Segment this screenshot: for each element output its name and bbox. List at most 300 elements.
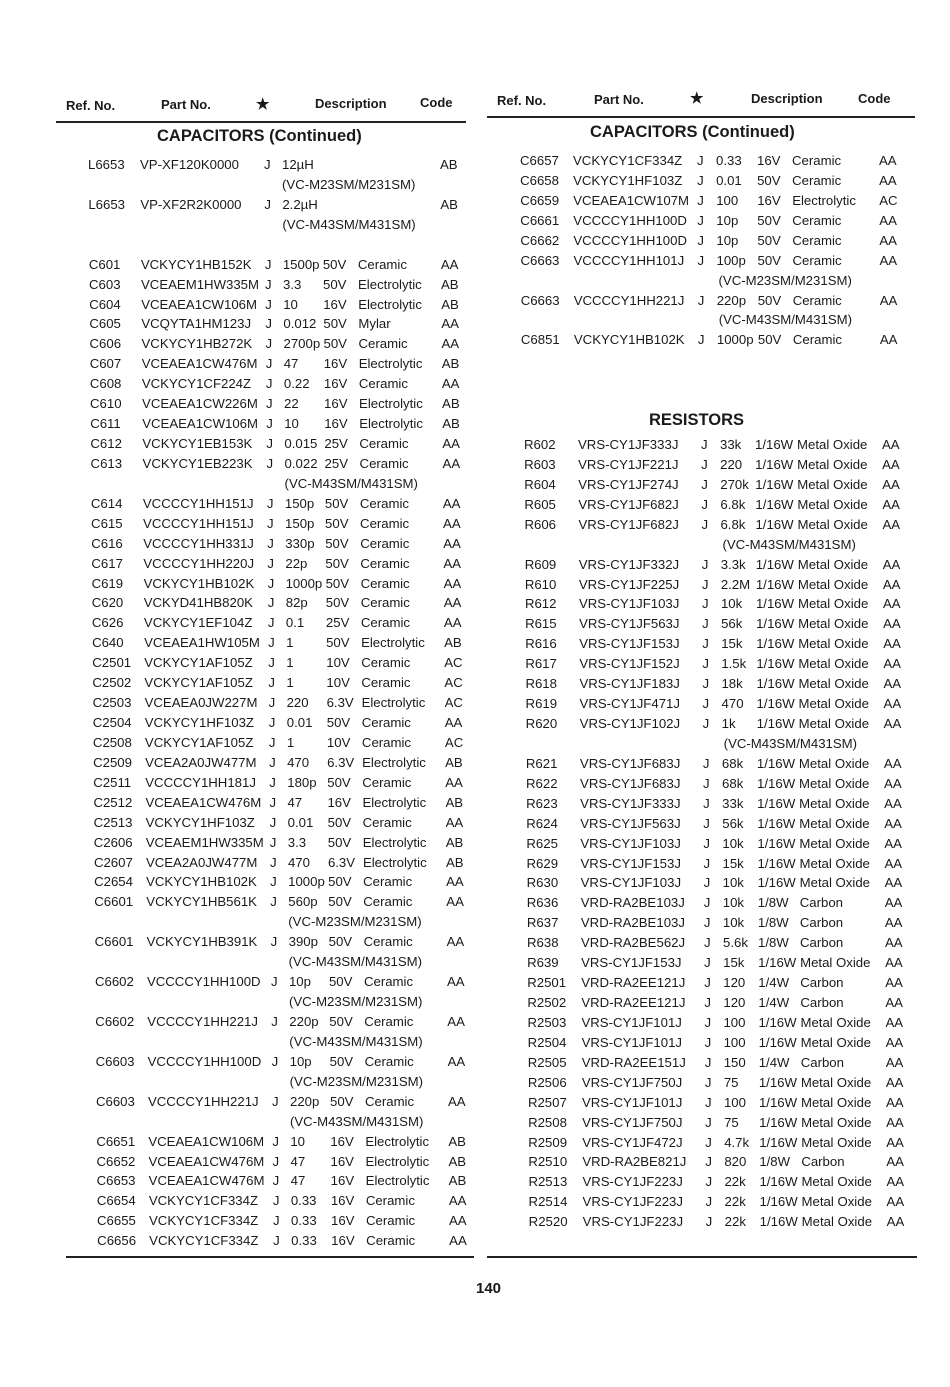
code: AA bbox=[884, 875, 903, 891]
rating: 6.3V bbox=[327, 754, 355, 770]
marker-j: J bbox=[267, 515, 274, 531]
code: AA bbox=[884, 795, 902, 811]
code: AA bbox=[443, 575, 462, 591]
type: Metal Oxide bbox=[798, 636, 869, 652]
part-no: VCCCCY1HH100D bbox=[146, 974, 261, 990]
rating: 50V bbox=[757, 252, 781, 268]
ref-no: C6655 bbox=[97, 1213, 136, 1229]
rating: 1/16W bbox=[757, 815, 796, 831]
rating: 50V bbox=[323, 336, 347, 352]
code: AA bbox=[446, 894, 464, 910]
marker-j: J bbox=[704, 955, 711, 971]
type: Ceramic bbox=[792, 292, 842, 308]
value: 1.5k bbox=[721, 656, 747, 672]
part-no: VRS-CY1JF750J bbox=[581, 1074, 683, 1090]
rating: 1/8W bbox=[759, 1154, 791, 1170]
rating: 1/8W bbox=[757, 915, 789, 931]
ref-no: C6663 bbox=[520, 252, 560, 268]
type: Electrolytic bbox=[359, 396, 423, 412]
type: Ceramic bbox=[366, 1213, 416, 1229]
part-no: VCKYCY1HB102K bbox=[573, 332, 685, 348]
value: 10p bbox=[716, 212, 739, 228]
type: Metal Oxide bbox=[801, 1194, 872, 1210]
part-no: VCCCCY1HH221J bbox=[573, 292, 685, 308]
table-row bbox=[0, 376, 950, 396]
type: Carbon bbox=[799, 895, 844, 911]
rating: 16V bbox=[330, 1193, 355, 1209]
ref-no: R629 bbox=[526, 855, 559, 871]
marker-j: J bbox=[270, 894, 277, 910]
star-icon: ★ bbox=[256, 96, 270, 113]
type: Electrolytic bbox=[361, 635, 425, 651]
part-no: VCKYCY1AF105Z bbox=[144, 734, 254, 750]
part-no: VCKYCY1HB272K bbox=[141, 336, 253, 352]
type: Ceramic bbox=[364, 1053, 414, 1069]
type: Mylar bbox=[358, 316, 391, 332]
ref-no: R2513 bbox=[528, 1174, 568, 1190]
value: 150p bbox=[284, 495, 315, 511]
ref-no: R638 bbox=[527, 935, 559, 951]
code: AB bbox=[442, 396, 460, 412]
table-row bbox=[0, 1075, 950, 1095]
marker-j: J bbox=[269, 774, 276, 790]
part-no: VRS-CY1JF333J bbox=[578, 437, 679, 452]
ref-no: C619 bbox=[91, 575, 124, 591]
marker-j: J bbox=[272, 1173, 280, 1189]
type: Metal Oxide bbox=[799, 855, 870, 871]
value: 3.3 bbox=[283, 276, 302, 292]
col-header-ref: Ref. No. bbox=[66, 98, 116, 113]
rating: 6.3V bbox=[327, 854, 356, 870]
footer-rule-right bbox=[487, 1256, 917, 1258]
part-no: VCEAEA1CW107M bbox=[573, 192, 689, 208]
value: 100 bbox=[723, 1014, 746, 1030]
marker-j: J bbox=[704, 935, 711, 951]
type: Metal Oxide bbox=[799, 775, 870, 791]
rating: 50V bbox=[324, 495, 349, 511]
part-no: VRS-CY1JF274J bbox=[578, 476, 679, 492]
part-no: VRS-CY1JF750J bbox=[582, 1114, 683, 1130]
type: Carbon bbox=[800, 975, 844, 991]
table-row bbox=[0, 656, 950, 676]
marker-j: J bbox=[701, 596, 709, 612]
type: Metal Oxide bbox=[799, 875, 870, 891]
marker-j: J bbox=[267, 535, 274, 551]
value: 68k bbox=[721, 755, 744, 771]
table-row bbox=[0, 856, 950, 876]
rating: 25V bbox=[324, 455, 349, 471]
table-row bbox=[0, 796, 950, 816]
value: 120 bbox=[723, 975, 746, 991]
rating: 1/4W bbox=[758, 975, 790, 991]
rating: 1/16W bbox=[759, 1114, 798, 1130]
code: AA bbox=[442, 455, 461, 471]
value: 0.022 bbox=[284, 455, 318, 471]
ref-no: R616 bbox=[525, 636, 557, 652]
value: 10p bbox=[288, 974, 311, 990]
star-icon: ★ bbox=[690, 90, 704, 107]
table-row bbox=[0, 756, 950, 776]
table-row bbox=[0, 1115, 950, 1135]
value: 270k bbox=[720, 476, 749, 492]
rating: 50V bbox=[328, 974, 353, 990]
value: 22k bbox=[724, 1194, 746, 1210]
value: 0.01 bbox=[286, 715, 313, 731]
type: Ceramic bbox=[792, 212, 842, 228]
type: Ceramic bbox=[362, 814, 412, 830]
marker-j: J bbox=[701, 476, 708, 492]
part-no: VCEAEA1CW106M bbox=[142, 416, 258, 432]
code: AA bbox=[883, 716, 902, 732]
type: Metal Oxide bbox=[800, 955, 871, 971]
code: AA bbox=[882, 576, 901, 592]
ref-no: L6653 bbox=[88, 196, 125, 212]
part-no: VRS-CY1JF153J bbox=[581, 955, 682, 971]
ref-no: R2503 bbox=[527, 1014, 567, 1030]
ref-no: C607 bbox=[89, 356, 122, 372]
marker-j: J bbox=[702, 696, 710, 712]
rating: 1/16W bbox=[755, 456, 794, 472]
ref-no: C2504 bbox=[92, 715, 132, 731]
model-note: (VC-M43SM/M431SM) bbox=[284, 475, 418, 491]
value: 4.7k bbox=[724, 1134, 750, 1150]
code: AA bbox=[882, 456, 900, 472]
marker-j: J bbox=[264, 256, 272, 272]
code: AB bbox=[445, 794, 464, 810]
marker-j: J bbox=[697, 172, 704, 188]
rating: 50V bbox=[327, 834, 352, 850]
marker-j: J bbox=[704, 1054, 712, 1070]
marker-j: J bbox=[702, 616, 709, 632]
value: 10k bbox=[722, 895, 745, 911]
type: Ceramic bbox=[363, 874, 413, 890]
marker-j: J bbox=[705, 1154, 712, 1170]
value: 100 bbox=[723, 1094, 746, 1110]
ref-no: R602 bbox=[524, 437, 556, 452]
rating: 50V bbox=[327, 774, 351, 790]
code: AA bbox=[883, 676, 902, 692]
value: 33k bbox=[722, 795, 744, 811]
rating: 25V bbox=[325, 615, 350, 631]
ref-no: C604 bbox=[89, 296, 121, 312]
type: Metal Oxide bbox=[801, 1134, 872, 1150]
part-no: VCCCCY1HH221J bbox=[147, 1093, 259, 1109]
rating: 1/4W bbox=[758, 995, 790, 1011]
table-row bbox=[0, 293, 950, 313]
part-no: VCKYCY1CF334Z bbox=[149, 1233, 259, 1249]
part-no: VCEAEA1CW476M bbox=[148, 1173, 265, 1189]
marker-j: J bbox=[268, 635, 275, 651]
rating: 50V bbox=[325, 575, 350, 591]
table-row bbox=[0, 396, 950, 416]
value: 47 bbox=[290, 1153, 306, 1169]
table-row bbox=[0, 332, 950, 352]
type: Ceramic bbox=[361, 734, 412, 750]
type: Metal Oxide bbox=[799, 815, 870, 831]
type: Metal Oxide bbox=[799, 835, 870, 851]
value: 220 bbox=[286, 695, 309, 711]
marker-j: J bbox=[264, 157, 271, 172]
ref-no: R2501 bbox=[527, 975, 567, 991]
value: 10 bbox=[283, 296, 298, 312]
ref-no: C6603 bbox=[95, 1053, 135, 1069]
part-no: VRS-CY1JF332J bbox=[578, 556, 680, 572]
code: AA bbox=[884, 915, 903, 931]
value: 470 bbox=[287, 854, 310, 870]
col-header-ref: Ref. No. bbox=[497, 93, 547, 108]
table-row bbox=[0, 1135, 950, 1155]
table-row bbox=[0, 995, 950, 1015]
code: AB bbox=[442, 416, 460, 432]
value: 47 bbox=[283, 356, 299, 372]
rating: 10V bbox=[326, 655, 350, 671]
rating: 50V bbox=[322, 256, 347, 272]
ref-no: C612 bbox=[90, 436, 122, 452]
value: 0.33 bbox=[291, 1213, 317, 1229]
type: Carbon bbox=[799, 915, 844, 931]
type: Metal Oxide bbox=[798, 676, 869, 692]
ref-no: R625 bbox=[526, 835, 558, 851]
part-no: VRS-CY1JF153J bbox=[580, 855, 681, 871]
model-note: (VC-M43SM/M431SM) bbox=[718, 312, 853, 328]
type: Carbon bbox=[800, 1054, 844, 1070]
code: AA bbox=[446, 874, 464, 890]
marker-j: J bbox=[265, 376, 273, 392]
type: Electrolytic bbox=[361, 695, 426, 711]
ref-no: C2511 bbox=[93, 774, 132, 790]
value: 220p bbox=[289, 1013, 319, 1029]
ref-no: R2510 bbox=[528, 1154, 568, 1170]
ref-no: C605 bbox=[89, 316, 121, 332]
part-no: VCKYCY1HF103Z bbox=[144, 715, 254, 731]
rating: 1/16W bbox=[755, 437, 794, 452]
part-no: VRS-CY1JF102J bbox=[579, 716, 681, 732]
marker-j: J bbox=[267, 555, 274, 571]
model-note: (VC-M23SM/M231SM) bbox=[289, 1073, 424, 1089]
rating: 1/16W bbox=[756, 755, 796, 771]
marker-j: J bbox=[266, 436, 273, 452]
table-row bbox=[0, 776, 950, 796]
type: Metal Oxide bbox=[800, 1034, 871, 1050]
ref-no: R2502 bbox=[527, 995, 567, 1011]
code: AA bbox=[884, 815, 902, 831]
type: Electrolytic bbox=[358, 296, 422, 312]
code: AA bbox=[441, 376, 460, 392]
part-no: VRS-CY1JF223J bbox=[582, 1174, 683, 1190]
marker-j: J bbox=[697, 292, 705, 308]
code: AA bbox=[882, 496, 900, 512]
code: AA bbox=[442, 495, 461, 511]
ref-no: C601 bbox=[88, 256, 121, 272]
ref-no: R621 bbox=[525, 755, 558, 771]
marker-j: J bbox=[705, 1114, 712, 1130]
table-row bbox=[0, 253, 950, 273]
marker-j: J bbox=[272, 1193, 280, 1209]
table-row bbox=[0, 935, 950, 955]
ref-no: R612 bbox=[524, 596, 557, 612]
ref-no: R2514 bbox=[528, 1194, 568, 1210]
part-no: VRD-RA2BE103J bbox=[580, 895, 685, 911]
type: Metal Oxide bbox=[798, 656, 869, 672]
code: AA bbox=[879, 332, 898, 348]
code: AA bbox=[885, 1074, 904, 1090]
table-row bbox=[0, 1035, 950, 1055]
type: Metal Oxide bbox=[801, 1214, 873, 1230]
type: Metal Oxide bbox=[800, 1074, 872, 1090]
value: 220 bbox=[720, 456, 743, 472]
value: 0.01 bbox=[716, 172, 742, 188]
code: AA bbox=[886, 1174, 905, 1190]
part-no: VRD-RA2EE121J bbox=[581, 995, 686, 1011]
model-note: (VC-M23SM/M231SM) bbox=[288, 994, 423, 1010]
type: Metal Oxide bbox=[797, 496, 868, 512]
model-note: (VC-M43SM/M431SM) bbox=[288, 954, 422, 970]
ref-no: R2509 bbox=[528, 1134, 568, 1150]
part-no: VRS-CY1JF183J bbox=[579, 676, 680, 692]
ref-no: R2504 bbox=[527, 1034, 567, 1050]
rating: 1/16W bbox=[755, 496, 794, 512]
value: 2.2µH bbox=[282, 196, 318, 212]
value: 15k bbox=[723, 955, 745, 971]
code: AC bbox=[444, 675, 463, 691]
marker-j: J bbox=[701, 437, 708, 452]
marker-j: J bbox=[271, 1013, 278, 1029]
rating: 1/16W bbox=[758, 1014, 797, 1030]
ref-no: C6654 bbox=[96, 1193, 136, 1209]
code: AA bbox=[886, 1114, 904, 1130]
code: AB bbox=[448, 1173, 467, 1189]
marker-j: J bbox=[270, 974, 278, 990]
rating: 50V bbox=[328, 874, 352, 890]
part-no: VCCCCY1HH101J bbox=[573, 252, 685, 268]
table-row bbox=[0, 153, 950, 173]
value: 12µH bbox=[282, 157, 314, 172]
ref-no: R615 bbox=[525, 616, 557, 632]
part-no: VCCCCY1HH221J bbox=[147, 1013, 258, 1029]
marker-j: J bbox=[272, 1153, 280, 1169]
rating: 1/16W bbox=[757, 775, 796, 791]
rating: 16V bbox=[323, 296, 347, 312]
type: Ceramic bbox=[366, 1233, 416, 1249]
marker-j: J bbox=[266, 396, 273, 412]
marker-j: J bbox=[268, 734, 276, 750]
table-row bbox=[0, 836, 950, 856]
value: 1 bbox=[286, 675, 294, 691]
value: 33k bbox=[720, 437, 742, 452]
col-header-description: Description bbox=[751, 91, 823, 106]
code: AA bbox=[879, 212, 897, 228]
rating: 1/8W bbox=[757, 895, 789, 911]
part-no: VRS-CY1JF225J bbox=[578, 576, 680, 592]
part-no: VP-XF120K0000 bbox=[140, 157, 239, 172]
marker-j: J bbox=[701, 576, 709, 592]
part-no: VRS-CY1JF103J bbox=[578, 596, 680, 612]
model-note: (VC-M23SM/M231SM) bbox=[282, 176, 416, 192]
part-no: VCEAEA1CW106M bbox=[148, 1133, 265, 1149]
type: Ceramic bbox=[361, 675, 411, 691]
value: 10p bbox=[716, 232, 739, 248]
ref-no: C608 bbox=[89, 376, 122, 392]
type: Ceramic bbox=[792, 252, 842, 268]
rating: 50V bbox=[329, 1093, 354, 1109]
type: Metal Oxide bbox=[797, 596, 869, 612]
rating: 50V bbox=[757, 232, 781, 248]
type: Ceramic bbox=[360, 615, 410, 631]
table-row bbox=[0, 416, 950, 436]
marker-j: J bbox=[267, 575, 275, 591]
ref-no: C6653 bbox=[96, 1173, 136, 1189]
ref-no: C640 bbox=[92, 635, 124, 651]
rating: 1/16W bbox=[757, 835, 796, 851]
ref-no: C6651 bbox=[96, 1133, 136, 1149]
marker-j: J bbox=[265, 296, 272, 312]
type: Carbon bbox=[800, 995, 844, 1011]
ref-no: C2654 bbox=[94, 874, 133, 890]
ref-no: R618 bbox=[525, 676, 557, 692]
part-no: VRS-CY1JF101J bbox=[581, 1014, 682, 1030]
table-row bbox=[0, 1015, 950, 1035]
type: Electrolytic bbox=[365, 1173, 430, 1189]
rating: 50V bbox=[328, 934, 353, 950]
marker-j: J bbox=[705, 1214, 713, 1230]
type: Ceramic bbox=[360, 535, 410, 551]
marker-j: J bbox=[704, 995, 711, 1011]
value: 1 bbox=[286, 734, 295, 750]
rating: 50V bbox=[757, 172, 781, 188]
part-no: VCCCCY1HH220J bbox=[143, 555, 255, 571]
code: AA bbox=[884, 895, 903, 911]
rating: 1/16W bbox=[758, 1094, 798, 1110]
value: 10 bbox=[284, 416, 299, 432]
rating: 50V bbox=[325, 595, 350, 611]
value: 470 bbox=[721, 696, 744, 712]
table-row bbox=[0, 1174, 950, 1194]
code: AA bbox=[885, 1034, 904, 1050]
type: Ceramic bbox=[360, 515, 410, 531]
value: 15k bbox=[722, 855, 744, 871]
value: 22p bbox=[285, 555, 308, 571]
code: AA bbox=[883, 616, 901, 632]
part-no: VCKYCY1HF103Z bbox=[573, 172, 683, 188]
marker-j: J bbox=[271, 1093, 279, 1109]
rating: 16V bbox=[757, 153, 781, 168]
marker-j: J bbox=[703, 775, 710, 791]
rating: 16V bbox=[330, 1173, 355, 1189]
rating: 10V bbox=[326, 675, 350, 691]
value: 15k bbox=[721, 636, 743, 652]
ref-no: R620 bbox=[525, 716, 558, 732]
code: AA bbox=[886, 1154, 904, 1170]
code: AA bbox=[879, 232, 897, 248]
type: Metal Oxide bbox=[798, 755, 870, 771]
type: Carbon bbox=[800, 935, 844, 951]
code: AC bbox=[879, 192, 898, 208]
part-no: VCEAEM1HW335M bbox=[145, 834, 264, 850]
value: 100 bbox=[723, 1034, 746, 1050]
rating: 1/16W bbox=[759, 1134, 798, 1150]
marker-j: J bbox=[273, 1213, 280, 1229]
ref-no: C606 bbox=[89, 336, 122, 352]
model-note: (VC-M43SM/M431SM) bbox=[722, 536, 856, 552]
value: 82p bbox=[285, 595, 308, 611]
value: 1 bbox=[286, 635, 294, 651]
value: 3.3 bbox=[287, 834, 307, 850]
ref-no: C2607 bbox=[93, 854, 133, 870]
part-no: VRS-CY1JF101J bbox=[581, 1034, 683, 1050]
table-row bbox=[0, 1233, 950, 1253]
value: 10k bbox=[720, 596, 743, 612]
value: 0.015 bbox=[284, 436, 318, 452]
